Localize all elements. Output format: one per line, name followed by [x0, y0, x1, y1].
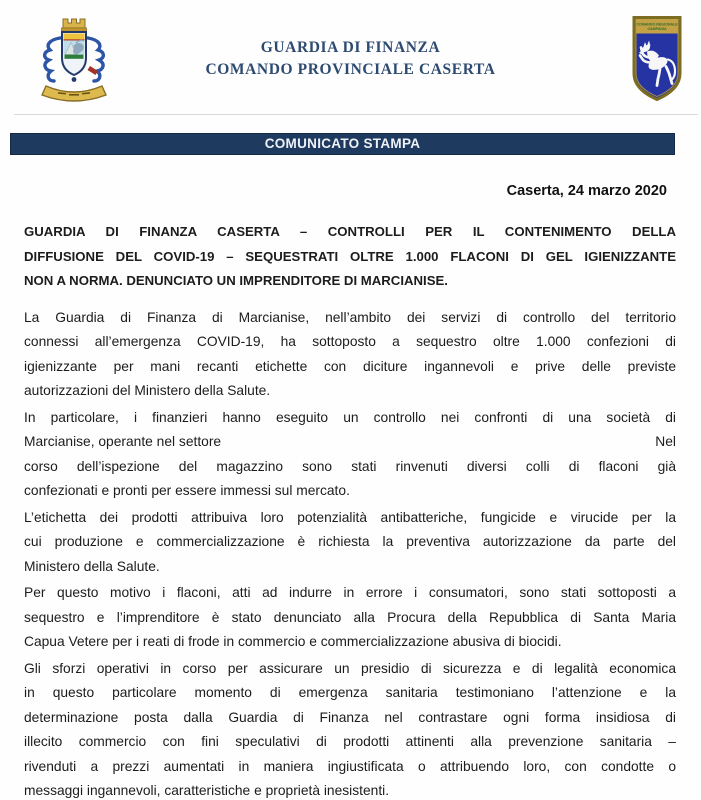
comando-regionale-campania-crest-icon	[632, 15, 682, 102]
text-line: cui produzione e commercializzazione è richiesta la preventiva autorizzazione da parte del	[24, 534, 676, 549]
text-line: DIFFUSIONE DEL COVID-19 – SEQUESTRATI OLTRE 1.000 FLACONI DI GEL IGIENIZZANTE	[24, 248, 676, 264]
crest-band-text-line1: COMANDO REGIONALE	[636, 22, 678, 27]
header-divider	[14, 114, 698, 115]
dateline: Caserta, 24 marzo 2020	[506, 183, 667, 199]
banner-label: COMUNICATO STAMPA	[264, 136, 421, 151]
body-paragraph	[24, 406, 676, 504]
crest-band-text-line2: CAMPANIA	[647, 27, 667, 32]
article	[24, 220, 676, 800]
text-line: La Guardia di Finanza di Marcianise, nell’ambito dei servizi di controllo del territorio	[24, 309, 676, 325]
body-paragraph	[24, 306, 676, 404]
comunicato-stampa-banner	[10, 133, 675, 155]
body-paragraph	[24, 581, 676, 655]
headline-paragraph	[24, 220, 676, 294]
text-line: Per questo motivo i flaconi, atti ad indurre in errore i consumatori, sono stati sottoposti a	[24, 585, 676, 600]
text-line: Capua Vetere per i reati di frode in commercio e commercializzazione abusiva di biocidi.	[24, 634, 562, 649]
text-line: In particolare, i finanzieri hanno eseguito un controllo nei confronti di una società di	[24, 409, 676, 425]
text-line: illecito commercio con fini speculativi di prodotti attinenti alla prevenzione sanitaria –	[24, 734, 676, 749]
body-paragraph	[24, 506, 676, 580]
header-title-line1: GUARDIA DI FINANZA	[260, 39, 441, 56]
body-paragraph	[24, 657, 676, 800]
text-line: igienizzante per mani recanti etichette con diciture ingannevoli e prive delle previste	[24, 358, 676, 374]
text-line: Ministero della Salute.	[24, 558, 160, 574]
text-line: connessi all’emergenza COVID-19, ha sottoposto a sequestro oltre 1.000 confezioni di	[24, 334, 676, 349]
text-line: GUARDIA DI FINANZA CASERTA – CONTROLLI PER IL CONTENIMENTO DELLA	[24, 224, 676, 239]
text-line: sequestro e l’imprenditore è stato denunciato alla Procura della Repubblica di Santa Maria	[24, 609, 676, 625]
document-header	[0, 0, 701, 133]
text-line: NON A NORMA. DENUNCIATO UN IMPRENDITORE DI MARCIANISE.	[24, 273, 448, 288]
text-line: L’etichetta dei prodotti attribuiva loro potenzialità antibatteriche, fungicide e virucide per la	[24, 509, 676, 525]
text-line: Gli sforzi operativi in corso per assicurare un presidio di sicurezza e di legalità economica	[24, 660, 676, 676]
text-line-redacted-gap	[24, 430, 676, 455]
text-line: corso dell’ispezione del magazzino sono stati rinvenuti diversi colli di flaconi già	[24, 458, 676, 474]
split-left: Marcianise, operante nel settore	[24, 434, 222, 449]
header-title-line2: COMANDO PROVINCIALE CASERTA	[205, 61, 496, 78]
text-line: autorizzazioni del Ministero della Salute.	[24, 383, 271, 398]
split-right: Nel	[655, 434, 676, 449]
text-line: in questo particolare momento di emergenza sanitaria testimoniano l’attenzione e la	[24, 685, 676, 700]
text-line: rivenduti a prezzi aumentati in maniera ingiustificata o attribuendo loro, con condotte o	[24, 758, 676, 774]
guardia-di-finanza-coat-of-arms-icon	[38, 12, 110, 108]
text-line: determinazione posta dalla Guardia di Finanza nel contrastare ogni forma insidiosa di	[24, 709, 676, 725]
text-line: messaggi ingannevoli, caratteristiche e proprietà inesistenti.	[24, 783, 390, 798]
text-line: confezionati e pronti per essere immessi sul mercato.	[24, 483, 350, 498]
